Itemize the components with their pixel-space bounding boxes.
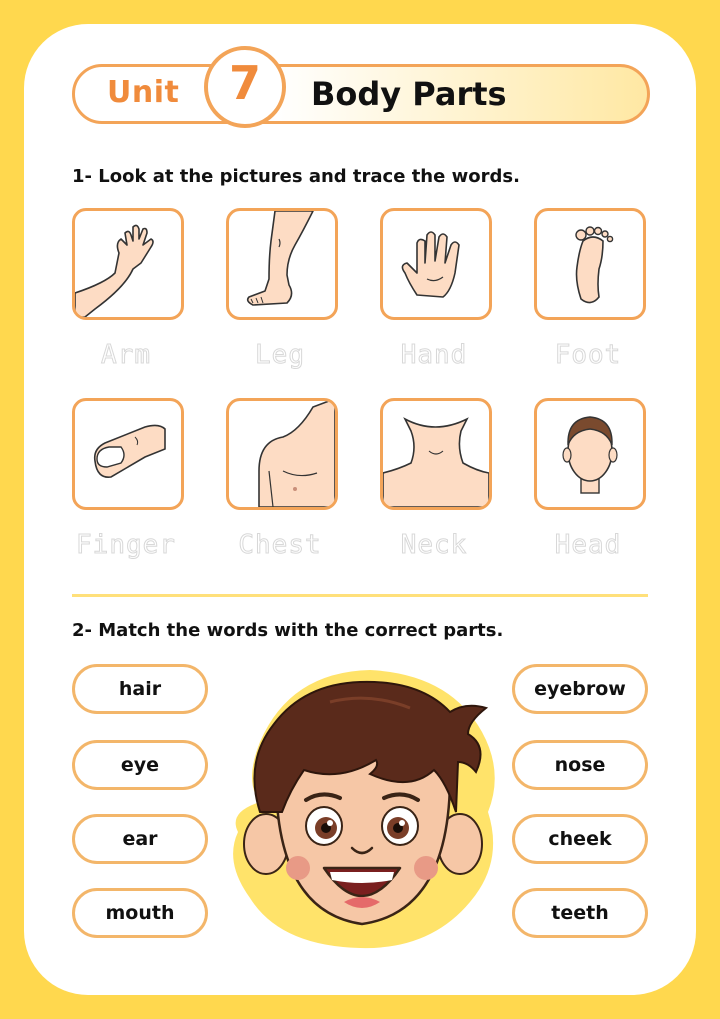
hand-icon [383,211,489,317]
match-word-teeth[interactable]: teeth [512,888,648,938]
match-word-nose[interactable]: nose [512,740,648,790]
unit-number: 7 [228,56,261,110]
section-divider [72,594,648,597]
unit-header [72,56,648,124]
section1-instruction: 1- Look at the pictures and trace the words. [72,166,520,187]
picture-card-chest [226,398,338,510]
boy-face-illustration [220,662,504,952]
match-word-mouth[interactable]: mouth [72,888,208,938]
arm-icon [75,211,181,317]
trace-word: Finger [76,530,176,560]
picture-card-finger [72,398,184,510]
match-word-eyebrow[interactable]: eyebrow [512,664,648,714]
trace-word: Leg [255,340,305,370]
header-banner [72,64,650,124]
trace-word: Hand [400,340,468,370]
trace-word: Chest [238,530,322,560]
picture-card-hand [380,208,492,320]
finger-icon [75,401,181,507]
picture-card-neck [380,398,492,510]
unit-label: Unit [107,75,180,110]
trace-word: Head [554,530,622,560]
match-word-ear[interactable]: ear [72,814,208,864]
page-title: Body Parts [311,75,507,113]
unit-number-badge [204,46,286,128]
chest-icon [229,401,335,507]
picture-card-foot [534,208,646,320]
match-word-cheek[interactable]: cheek [512,814,648,864]
foot-icon [537,211,643,317]
picture-card-head [534,398,646,510]
picture-card-arm [72,208,184,320]
head-icon [537,401,643,507]
match-word-hair[interactable]: hair [72,664,208,714]
trace-word: Foot [554,340,622,370]
match-word-eye[interactable]: eye [72,740,208,790]
leg-icon [229,211,335,317]
picture-card-leg [226,208,338,320]
neck-icon [383,401,489,507]
trace-word: Arm [101,340,151,370]
trace-word: Neck [400,530,468,560]
section2-instruction: 2- Match the words with the correct parts. [72,620,504,641]
